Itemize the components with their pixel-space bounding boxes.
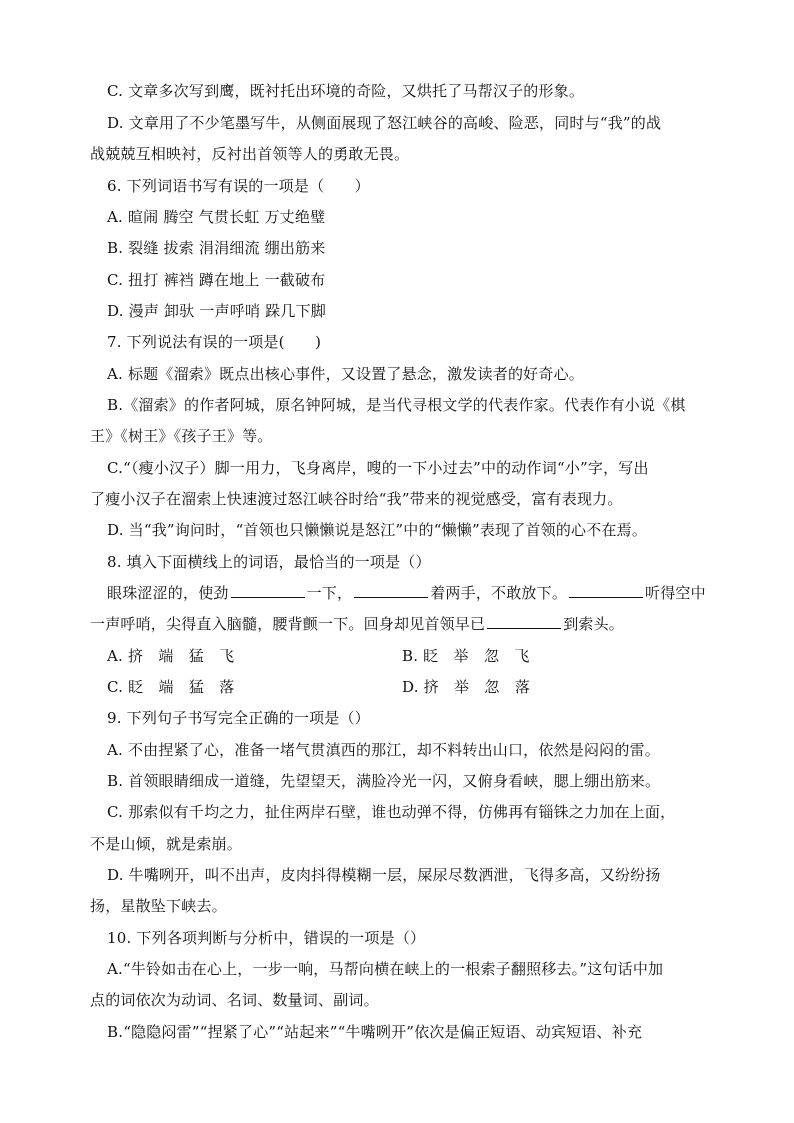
q8-blank-3[interactable]	[569, 583, 643, 598]
q6-option-d: D. 漫声 卸驮 一声呼哨 跺几下脚	[107, 302, 326, 320]
q9-option-a: A. 不由捏紧了心，准备一堵气贯滇西的那江，却不料转出山口，依然是闷闷的雷。	[107, 741, 660, 759]
q10-option-b-line1: B.“隐隐闷雷”“捏紧了心”“站起来”“牛嘴咧开”依次是偏正短语、动宾短语、补充	[107, 1023, 643, 1041]
q8-passage-line1	[107, 583, 706, 603]
q9-option-c-line1: C. 那索似有千均之力，扯住两岸石壁，谁也动弹不得，仿佛再有锱铢之力加在上面，	[107, 803, 676, 821]
q8-text-2: 一下，	[306, 584, 353, 602]
q5-option-d-line2: 战兢兢互相映衬，反衬出首领等人的勇敢无畏。	[90, 145, 410, 163]
q8-blank-4[interactable]	[487, 614, 561, 629]
q9-option-c-line2: 不是山倾，就是索崩。	[90, 835, 243, 853]
question-8: 8. 填入下面横线上的词语，最恰当的一项是（）	[107, 553, 431, 571]
q9-option-d-line1: D. 牛嘴咧开，叫不出声，皮肉抖得模糊一层，屎尿尽数洒泄，飞得多高，又纷纷扬	[107, 866, 661, 884]
q5-option-c: C. 文章多次写到鹰，既衬托出环境的奇险，又烘托了马帮汉子的形象。	[107, 82, 585, 100]
question-10: 10. 下列各项判断与分析中，错误的一项是（）	[107, 929, 426, 947]
q8-option-c: C. 眨 端 猛 落	[107, 678, 235, 696]
q6-option-a: A. 暄闹 腾空 气贯长虹 万丈绝璧	[107, 208, 326, 226]
q7-option-a: A. 标题《溜索》既点出核心事件，又设置了悬念，激发读者的好奇心。	[107, 365, 584, 383]
q8-text-3: 着两手，不敢放下。	[430, 584, 568, 602]
q7-option-c-line2: 了瘦小汉子在溜索上快速渡过怒江峡谷时给“我”带来的视觉感受，富有表现力。	[90, 490, 623, 508]
q8-passage-line2	[90, 614, 624, 634]
q8-option-a: A. 挤 端 猛 飞	[107, 647, 235, 665]
q8-text-4: 听得空中	[645, 584, 706, 602]
question-7: 7. 下列说法有误的一项是( )	[107, 333, 322, 351]
q7-option-b-line2: 王》《树王》《孩子王》等。	[90, 427, 273, 445]
q8-text-5: 一声呼哨，尖得直入脑髓，腰背颤一下。回身却见首领早已	[90, 615, 486, 633]
q8-blank-2[interactable]	[354, 583, 428, 598]
q7-option-d: D. 当“我”询问时，“首领也只懒懒说是怒江”中的“懒懒”表现了首领的心不在焉。	[107, 521, 648, 539]
q8-option-b: B. 眨 举 忽 飞	[402, 647, 530, 665]
q9-option-b: B. 首领眼睛细成一道缝，先望望天，满脸冷光一闪，又俯身看峡，腮上绷出筋来。	[107, 772, 661, 790]
q8-blank-1[interactable]	[231, 583, 305, 598]
q10-option-a-line1: A.“牛铃如击在心上，一步一响，马帮向横在峡上的一根索子翻照移去。”这句话中加	[107, 960, 664, 978]
q7-option-b-line1: B.《溜索》的作者阿城，原名钟阿城，是当代寻根文学的代表作家。代表作有小说《棋	[107, 396, 686, 414]
q7-option-c-line1: C.“（瘦小汉子）脚一用力，飞身离岸，嗖的一下小过去”中的动作词“小”字，写出	[107, 459, 649, 477]
q8-text-1: 眼珠涩涩的，使劲	[107, 584, 229, 602]
question-9: 9. 下列句子书写完全正确的一项是（）	[107, 709, 370, 727]
q9-option-d-line2: 扬，星散坠下峡去。	[90, 897, 227, 915]
q5-option-d-line1: D. 文章用了不少笔墨写牛，从侧面展现了怒江峡谷的高峻、险恶，同时与“我”的战	[107, 114, 662, 132]
question-6: 6. 下列词语书写有误的一项是（ ）	[107, 177, 370, 195]
q8-text-6: 到索头。	[563, 615, 625, 633]
q10-option-a-line2: 点的词依次为动词、名词、数量词、副词。	[90, 991, 379, 1009]
q6-option-b: B. 裂缝 拔索 涓涓细流 绷出筋来	[107, 239, 326, 257]
q6-option-c: C. 扭打 裤裆 蹲在地上 一截破布	[107, 271, 326, 289]
q8-option-d: D. 挤 举 忽 落	[402, 678, 531, 696]
